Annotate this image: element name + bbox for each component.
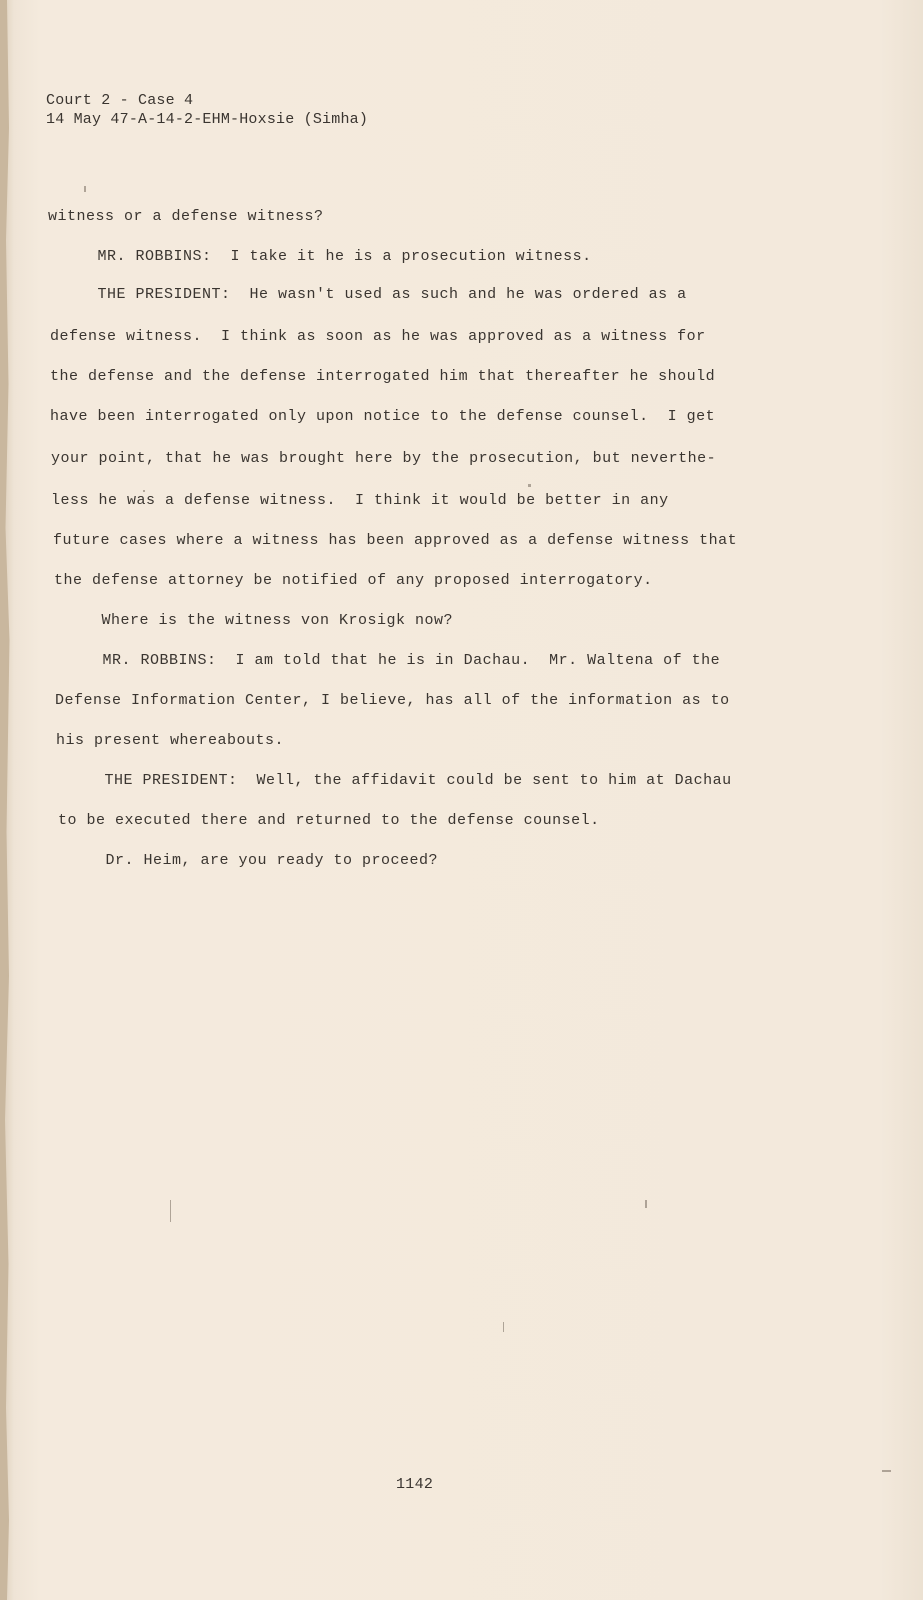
transcript-line: defense witness. I think as soon as he was approved as a witness for bbox=[50, 328, 706, 345]
transcript-line: your point, that he was brought here by the prosecution, but neverthe- bbox=[51, 450, 717, 467]
transcript-line: MR. ROBBINS: I am told that he is in Dachau. Mr. Waltena of the bbox=[55, 652, 721, 669]
page-number: 1142 bbox=[396, 1476, 434, 1493]
transcript-line: the defense attorney be notified of any proposed interrogatory. bbox=[54, 572, 653, 589]
paper-speck bbox=[143, 490, 145, 492]
transcript-line: to be executed there and returned to the defense counsel. bbox=[58, 812, 600, 829]
paper-speck bbox=[528, 484, 531, 487]
transcript-line: THE PRESIDENT: Well, the affidavit could be sent to him at Dachau bbox=[57, 772, 732, 789]
paper-speck bbox=[170, 1200, 171, 1222]
transcript-line: future cases where a witness has been approved as a defense witness that bbox=[53, 532, 738, 549]
transcript-line: the defense and the defense interrogated him that thereafter he should bbox=[50, 368, 716, 385]
transcript-line: have been interrogated only upon notice to the defense counsel. I get bbox=[50, 408, 716, 425]
transcript-line: THE PRESIDENT: He wasn't used as such and he was ordered as a bbox=[50, 286, 687, 303]
transcript-line: Defense Information Center, I believe, has all of the information as to bbox=[55, 692, 730, 709]
transcript-line: less he was a defense witness. I think it would be better in any bbox=[51, 492, 669, 509]
transcript-line: MR. ROBBINS: I take it he is a prosecution witness. bbox=[50, 248, 592, 265]
transcript-line: Where is the witness von Krosigk now? bbox=[54, 612, 454, 629]
paper-speck bbox=[503, 1322, 504, 1332]
transcript-line: Dr. Heim, are you ready to proceed? bbox=[58, 852, 439, 869]
transcript-line: witness or a defense witness? bbox=[48, 208, 324, 225]
header-court-case: Court 2 - Case 4 bbox=[46, 92, 194, 109]
transcript-line: his present whereabouts. bbox=[56, 732, 285, 749]
header-reference: 14 May 47-A-14-2-EHM-Hoxsie (Simha) bbox=[46, 111, 369, 128]
document-header bbox=[46, 91, 368, 129]
torn-left-edge bbox=[0, 0, 10, 1600]
paper-speck bbox=[882, 1470, 891, 1472]
paper-speck bbox=[645, 1200, 647, 1208]
paper-speck bbox=[84, 186, 86, 192]
